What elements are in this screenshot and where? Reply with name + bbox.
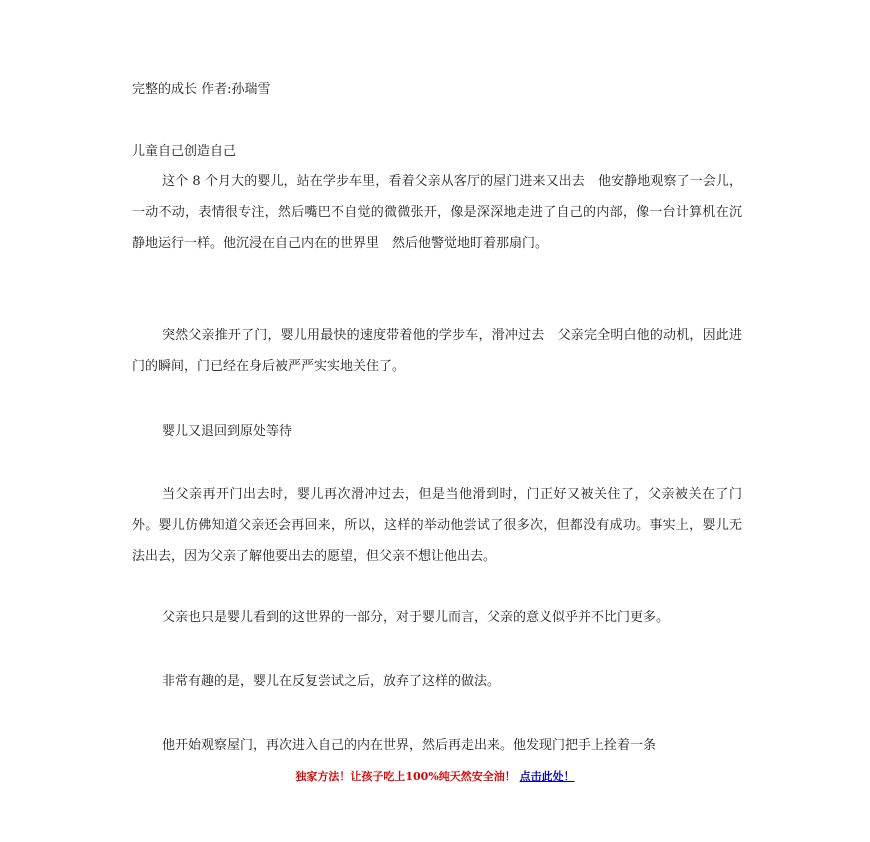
promo-text: 独家方法！让孩子吃上100%纯天然安全油！ xyxy=(295,770,516,783)
paragraph: 当父亲再开门出去时，婴儿再次滑冲过去，但是当他滑到时，门正好又被关住了，父亲被关在了门外。婴儿仿佛知道父亲还会再回来，所以，这样的举动他尝试了很多次，但都没有成功。事实上，婴儿无法出去，因为父亲了解他要出去的愿望，但父亲不想让他出去。 xyxy=(132,487,742,564)
promo-banner xyxy=(0,768,870,784)
document-title: 完整的成长 作者:孙瑞雪 xyxy=(132,82,271,97)
section-heading: 儿童自己创造自己 xyxy=(132,144,237,159)
paragraph: 这个 8 个月大的婴儿，站在学步车里，看着父亲从客厅的屋门进来又出去 他安静地观察了一会儿，一动不动，表情很专注，然后嘴巴不自觉的微微张开，像是深深地走进了自己的内部，像一台计算机在沉静地运行一样。他沉浸在自己内在的世界里 然后他警觉地盯着那扇门。 xyxy=(132,174,742,251)
paragraph: 非常有趣的是，婴儿在反复尝试之后，放弃了这样的做法。 xyxy=(162,674,501,689)
paragraph: 他开始观察屋门，再次进入自己的内在世界，然后再走出来。他发现门把手上拴着一条 xyxy=(162,738,657,753)
paragraph: 突然父亲推开了门，婴儿用最快的速度带着他的学步车，滑冲过去 父亲完全明白他的动机，因此进门的瞬间，门已经在身后被严严实实地关住了。 xyxy=(132,328,742,374)
paragraph: 父亲也只是婴儿看到的这世界的一部分，对于婴儿而言，父亲的意义似乎并不比门更多。 xyxy=(162,610,670,625)
promo-link[interactable]: 点击此处！ xyxy=(519,770,575,783)
paragraph: 婴儿又退回到原处等待 xyxy=(162,424,293,439)
